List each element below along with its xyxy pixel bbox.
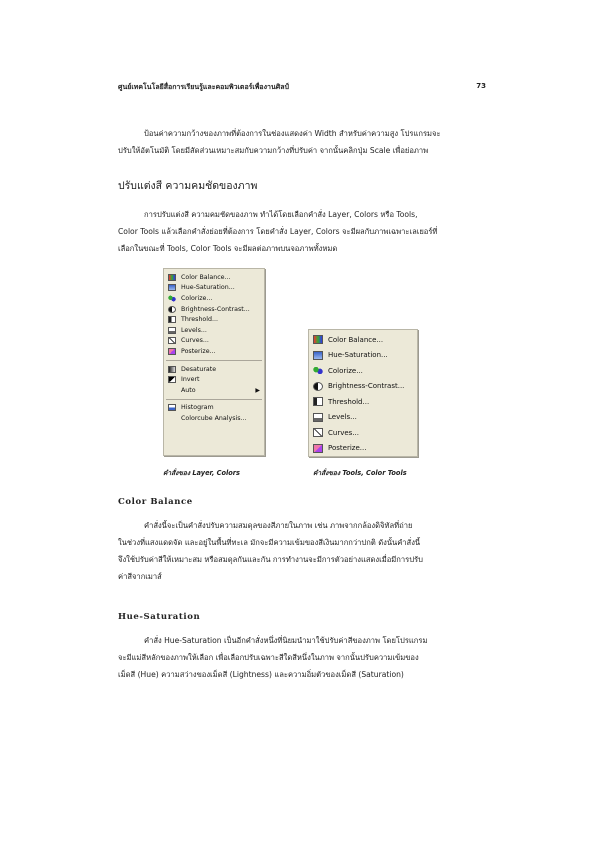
threshold-icon bbox=[168, 316, 176, 323]
threshold-icon bbox=[313, 397, 323, 406]
section-paragraph bbox=[118, 206, 486, 257]
curves-icon bbox=[168, 337, 176, 344]
invert-icon bbox=[168, 376, 176, 383]
hue-saturation-icon bbox=[168, 284, 176, 291]
menu-item-color-balance[interactable]: Color Balance... bbox=[164, 272, 264, 283]
menu-item-curves[interactable]: Curves... bbox=[164, 336, 264, 347]
menu-separator bbox=[166, 360, 262, 361]
desaturate-icon bbox=[168, 366, 176, 373]
menu-item-curves[interactable]: Curves... bbox=[309, 425, 417, 441]
brightness-contrast-icon bbox=[168, 306, 176, 313]
menu-item-hue-saturation[interactable]: Hue-Saturation... bbox=[164, 283, 264, 294]
posterize-icon bbox=[168, 348, 176, 355]
figure-caption-right: คำสั่งของ Tools, Color Tools bbox=[313, 469, 407, 477]
page-number: 73 bbox=[476, 82, 486, 90]
color-balance-line-3: จึงใช้ปรับค่าสีให้เหมาะสม หรือสมดุลกันและกัน การทำงานจะมีการตัวอย่างแสดงเมื่อมีการปรับ bbox=[118, 555, 423, 564]
menu-item-brightness-contrast[interactable]: Brightness-Contrast... bbox=[309, 379, 417, 395]
section-line-1: การปรับแต่งสี ความคมชัดของภาพ ทำได้โดยเลือกคำสั่ง Layer, Colors หรือ Tools, bbox=[144, 210, 418, 219]
menu-item-brightness-contrast[interactable]: Brightness-Contrast... bbox=[164, 304, 264, 315]
color-balance-paragraph bbox=[118, 517, 486, 585]
color-balance-line-4: ค่าสีจากเมาส์ bbox=[118, 572, 162, 581]
colorize-icon bbox=[168, 295, 176, 302]
intro-line-2: ปรับให้อัตโนมัติ โดยมีสัดส่วนเหมาะสมกับความกว้างที่ปรับค่า จากนั้นคลิกปุ่ม Scale เพื่อย่อภาพ bbox=[118, 146, 429, 155]
menu-item-posterize[interactable]: Posterize... bbox=[164, 346, 264, 357]
color-balance-heading: Color Balance bbox=[118, 497, 193, 507]
section-line-3: เลือกในขณะที่ Tools, Color Tools จะมีผลต่อภาพบนจอภาพทั้งหมด bbox=[118, 244, 338, 253]
menu-separator bbox=[166, 399, 262, 400]
histogram-icon bbox=[168, 404, 176, 411]
menu-item-auto[interactable]: Auto ▶ bbox=[181, 386, 260, 394]
color-balance-line-2: ในช่วงที่แสงแดดจัด และอยู่ในพื้นที่ทะเล มักจะมีความเข้มของสีเงินมากกว่าปกติ ดังนั้นคำสั่งนี้ bbox=[118, 538, 421, 547]
color-balance-line-1: คำสั่งนี้จะเป็นคำสั่งปรับความสมดุลของสีภายในภาพ เช่น ภาพจากกล้องดิจิทัลที่ถ่าย bbox=[144, 521, 413, 530]
menu-item-histogram[interactable]: Histogram bbox=[164, 403, 264, 414]
curves-icon bbox=[313, 428, 323, 437]
menu-item-colorcube-analysis[interactable]: Colorcube Analysis... bbox=[181, 414, 247, 422]
menu-item-desaturate[interactable]: Desaturate bbox=[164, 364, 264, 375]
menu-item-hue-saturation[interactable]: Hue-Saturation... bbox=[309, 348, 417, 364]
color-balance-icon bbox=[313, 335, 323, 344]
menu-item-posterize[interactable]: Posterize... bbox=[309, 441, 417, 457]
menu-item-invert[interactable]: Invert bbox=[164, 374, 264, 385]
header-title: ศูนย์เทคโนโลยีสื่อการเรียนรู้และคอมพิวเตอร์เพื่องานศิลป์ bbox=[118, 83, 289, 91]
menu-item-color-balance[interactable]: Color Balance... bbox=[309, 332, 417, 348]
menu-item-colorize[interactable]: Colorize... bbox=[309, 363, 417, 379]
menu-item-threshold[interactable]: Threshold... bbox=[309, 394, 417, 410]
figure-caption-left: คำสั่งของ Layer, Colors bbox=[163, 469, 240, 477]
submenu-arrow-icon: ▶ bbox=[255, 386, 260, 394]
intro-line-1: ป้อนค่าความกว้างของภาพที่ต้องการในช่องแสดงค่า Width สำหรับค่าความสูง โปรแกรมจะ bbox=[144, 129, 441, 138]
menu-item-levels[interactable]: Levels... bbox=[164, 325, 264, 336]
menu-item-threshold[interactable]: Threshold... bbox=[164, 314, 264, 325]
menu-item-colorize[interactable]: Colorize... bbox=[164, 293, 264, 304]
colorize-icon bbox=[313, 366, 323, 375]
running-head bbox=[118, 82, 486, 93]
posterize-icon bbox=[313, 444, 323, 453]
hue-saturation-paragraph bbox=[118, 632, 486, 683]
hue-saturation-line-3: เม็ดสี (Hue) ความสว่างของเม็ดสี (Lightness) และความอิ่มตัวของเม็ดสี (Saturation) bbox=[118, 670, 404, 679]
hue-saturation-icon bbox=[313, 351, 323, 360]
hue-saturation-line-1: คำสั่ง Hue-Saturation เป็นอีกคำสั่งหนึ่งที่นิยมนำมาใช้ปรับค่าสีของภาพ โดยโปรแกรม bbox=[144, 636, 428, 645]
menu-item-levels[interactable]: Levels... bbox=[309, 410, 417, 426]
layer-colors-menu bbox=[163, 268, 265, 456]
section-heading: ปรับแต่งสี ความคมชัดของภาพ bbox=[118, 180, 258, 192]
hue-saturation-heading: Hue-Saturation bbox=[118, 612, 201, 622]
color-balance-icon bbox=[168, 274, 176, 281]
intro-paragraph bbox=[118, 125, 486, 159]
brightness-contrast-icon bbox=[313, 382, 323, 391]
section-line-2: Color Tools แล้วเลือกคำสั่งย่อยที่ต้องการ โดยคำสั่ง Layer, Colors จะมีผลกับภาพเฉพาะเลเยอร์ที่ bbox=[118, 227, 438, 236]
tools-color-tools-menu bbox=[308, 329, 418, 457]
levels-icon bbox=[313, 413, 323, 422]
hue-saturation-line-2: จะมีแม่สีหลักของภาพให้เลือก เพื่อเลือกปรับเฉพาะสีใดสีหนึ่งในภาพ จากนั้นปรับความเข้มของ bbox=[118, 653, 419, 662]
levels-icon bbox=[168, 327, 176, 334]
